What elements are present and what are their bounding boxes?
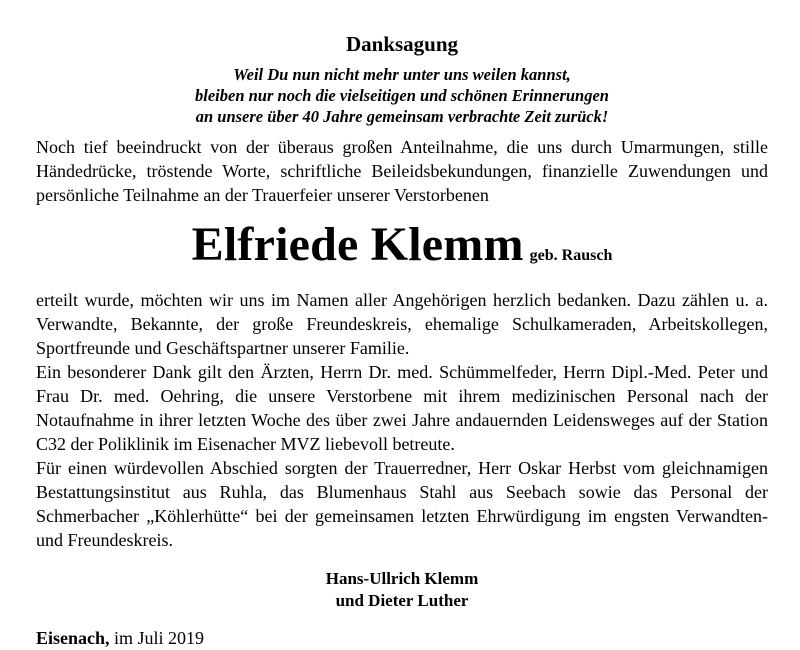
signatories: [36, 568, 768, 612]
place-date: [36, 626, 768, 650]
motto-line: Weil Du nun nicht mehr unter uns weilen kannst,: [233, 65, 571, 84]
motto-line: bleiben nur noch die vielseitigen und schönen Erinnerungen: [195, 86, 609, 105]
signatory: und Dieter Luther: [335, 591, 469, 610]
signatory: Hans-Ullrich Klemm: [325, 569, 479, 588]
thanks-paragraph: erteilt wurde, möchten wir uns im Namen aller Angehörigen herzlich bedanken. Dazu zählen u. a. Verwandte, Bekannte, der große Freundeskreis, ehemalige Schulkameraden, Arbeitskollegen, Sportfreunde und Geschäftspartner unserer Familie.: [36, 290, 768, 358]
deceased-name-line: [36, 217, 768, 284]
deceased-maiden-name: geb. Rausch: [529, 247, 613, 264]
intro-paragraph: Noch tief beeindruckt von der überaus großen Anteilnahme, die uns durch Umarmungen, stille Händedrücke, tröstende Worte, schriftliche Beileidsbekundungen, finanzielle Zuwendungen und persönliche Teilnahme an der Trauerfeier unserer Verstorbenen: [36, 137, 768, 205]
farewell-paragraph: Für einen würdevollen Abschied sorgten der Trauerredner, Herr Oskar Herbst vom gleichnamigen Bestattungsinstitut aus Ruhla, das Blumenhaus Stahl aus Seebach sowie das Personal der Schmerbacher „Köhlerhütte“ bei der gemeinsamen letzten Ehrwürdigung im engsten Verwandten- und Freundeskreis.: [36, 458, 768, 550]
motto-line: an unsere über 40 Jahre gemeinsam verbrachte Zeit zurück!: [195, 107, 609, 126]
place: Eisenach,: [36, 628, 110, 648]
date: im Juli 2019: [114, 628, 205, 648]
heading: Danksagung: [345, 32, 459, 56]
deceased-name: Elfriede Klemm: [191, 218, 524, 271]
doctors-paragraph: Ein besonderer Dank gilt den Ärzten, Herrn Dr. med. Schümmelfeder, Herrn Dipl.-Med. Peter und Frau Dr. med. Oehring, die unsere Verstorbene mit ihrem medizinischen Personal nach der Notaufnahme in ihrer letzten Woche des über zwei Jahre andauernden Leidensweges auf der Station C32 der Poliklinik im Eisenacher MVZ liebevoll betreute.: [36, 362, 768, 454]
motto: [36, 64, 768, 127]
